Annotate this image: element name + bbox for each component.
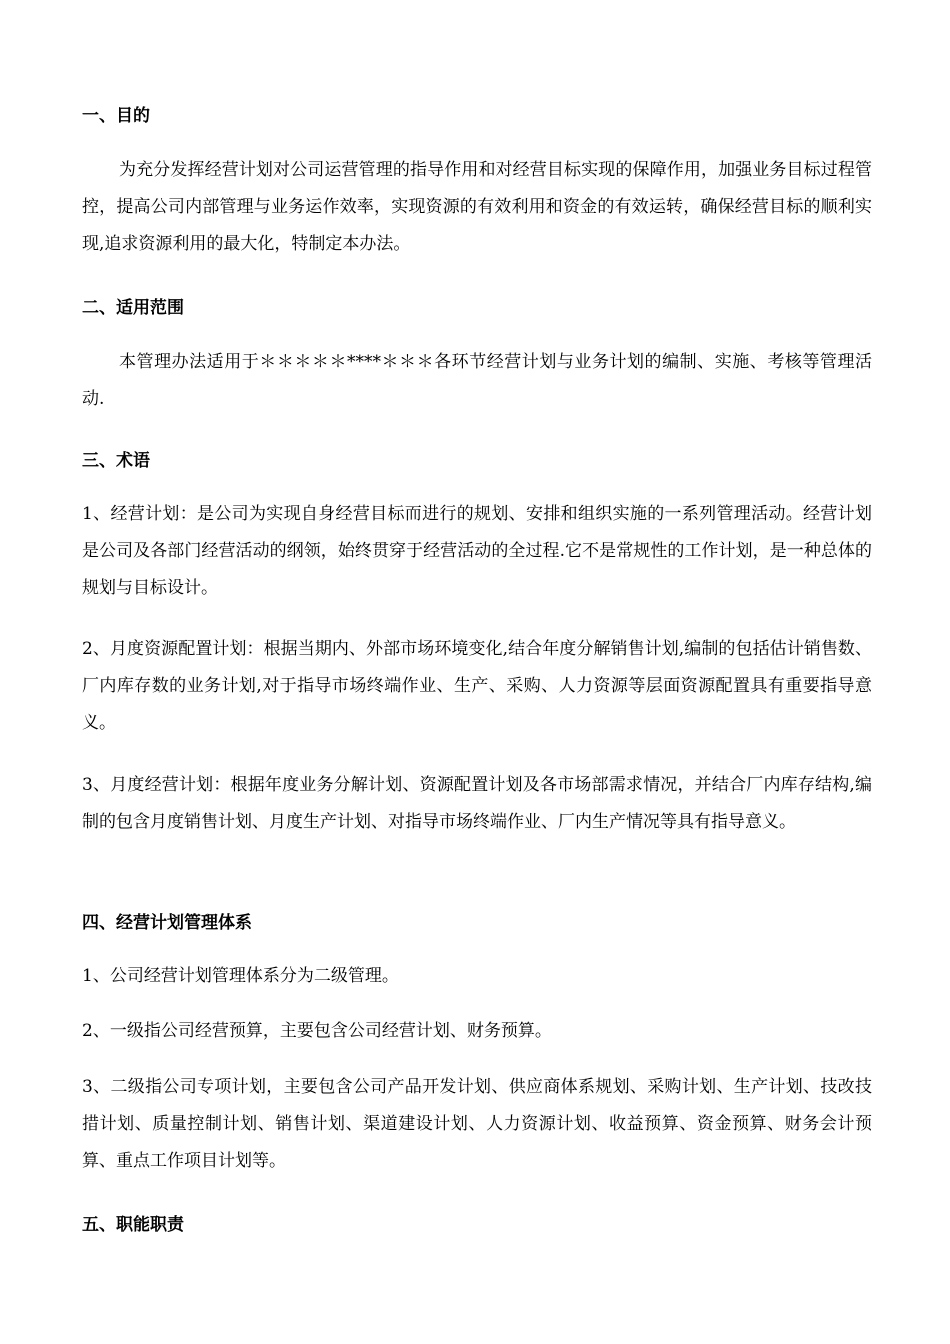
section-heading-duties: 五、职能职责 [82, 1215, 184, 1235]
section-heading-purpose: 一、目的 [82, 106, 150, 126]
paragraph-system-2: 2、一级指公司经营预算，主要包含公司经营计划、财务预算。 [82, 1021, 552, 1041]
paragraph-system-3: 3、二级指公司专项计划，主要包含公司产品开发计划、供应商体系规划、采购计划、生产计划、技改技措计划、质量控制计划、销售计划、渠道建设计划、人力资源计划、收益预算、资金预算、财务会计预算、重点工作项目计划等。 [82, 1077, 872, 1171]
section-heading-system: 四、经营计划管理体系 [82, 913, 252, 933]
paragraph-system-1: 1、公司经营计划管理体系分为二级管理。 [82, 966, 399, 986]
paragraph-term-2: 2、月度资源配置计划：根据当期内、外部市场环境变化,结合年度分解销售计划,编制的包括估计销售数、厂内库存数的业务计划,对于指导市场终端作业、生产、采购、人力资源等层面资源配置具有重要指导意义。 [82, 639, 872, 733]
paragraph-term-3: 3、月度经营计划：根据年度业务分解计划、资源配置计划及各市场部需求情况，并结合厂内库存结构,编制的包含月度销售计划、月度生产计划、对指导市场终端作业、厂内生产情况等具有指导意义。 [82, 775, 872, 832]
section-heading-scope: 二、适用范围 [82, 298, 184, 318]
section-heading-terms: 三、术语 [82, 451, 150, 471]
paragraph-scope: 本管理办法适用于＊＊＊＊＊****＊＊＊各环节经营计划与业务计划的编制、实施、考核等管理活动. [82, 352, 872, 409]
paragraph-term-1: 1、经营计划：是公司为实现自身经营目标而进行的规划、安排和组织实施的一系列管理活动。经营计划是公司及各部门经营活动的纲领，始终贯穿于经营活动的全过程.它不是常规性的工作计划，是一种总体的规划与目标设计。 [82, 504, 872, 598]
paragraph-purpose: 为充分发挥经营计划对公司运营管理的指导作用和对经营目标实现的保障作用，加强业务目标过程管控，提高公司内部管理与业务运作效率，实现资源的有效利用和资金的有效运转，确保经营目标的顺利实现,追求资源利用的最大化，特制定本办法。 [82, 160, 872, 254]
